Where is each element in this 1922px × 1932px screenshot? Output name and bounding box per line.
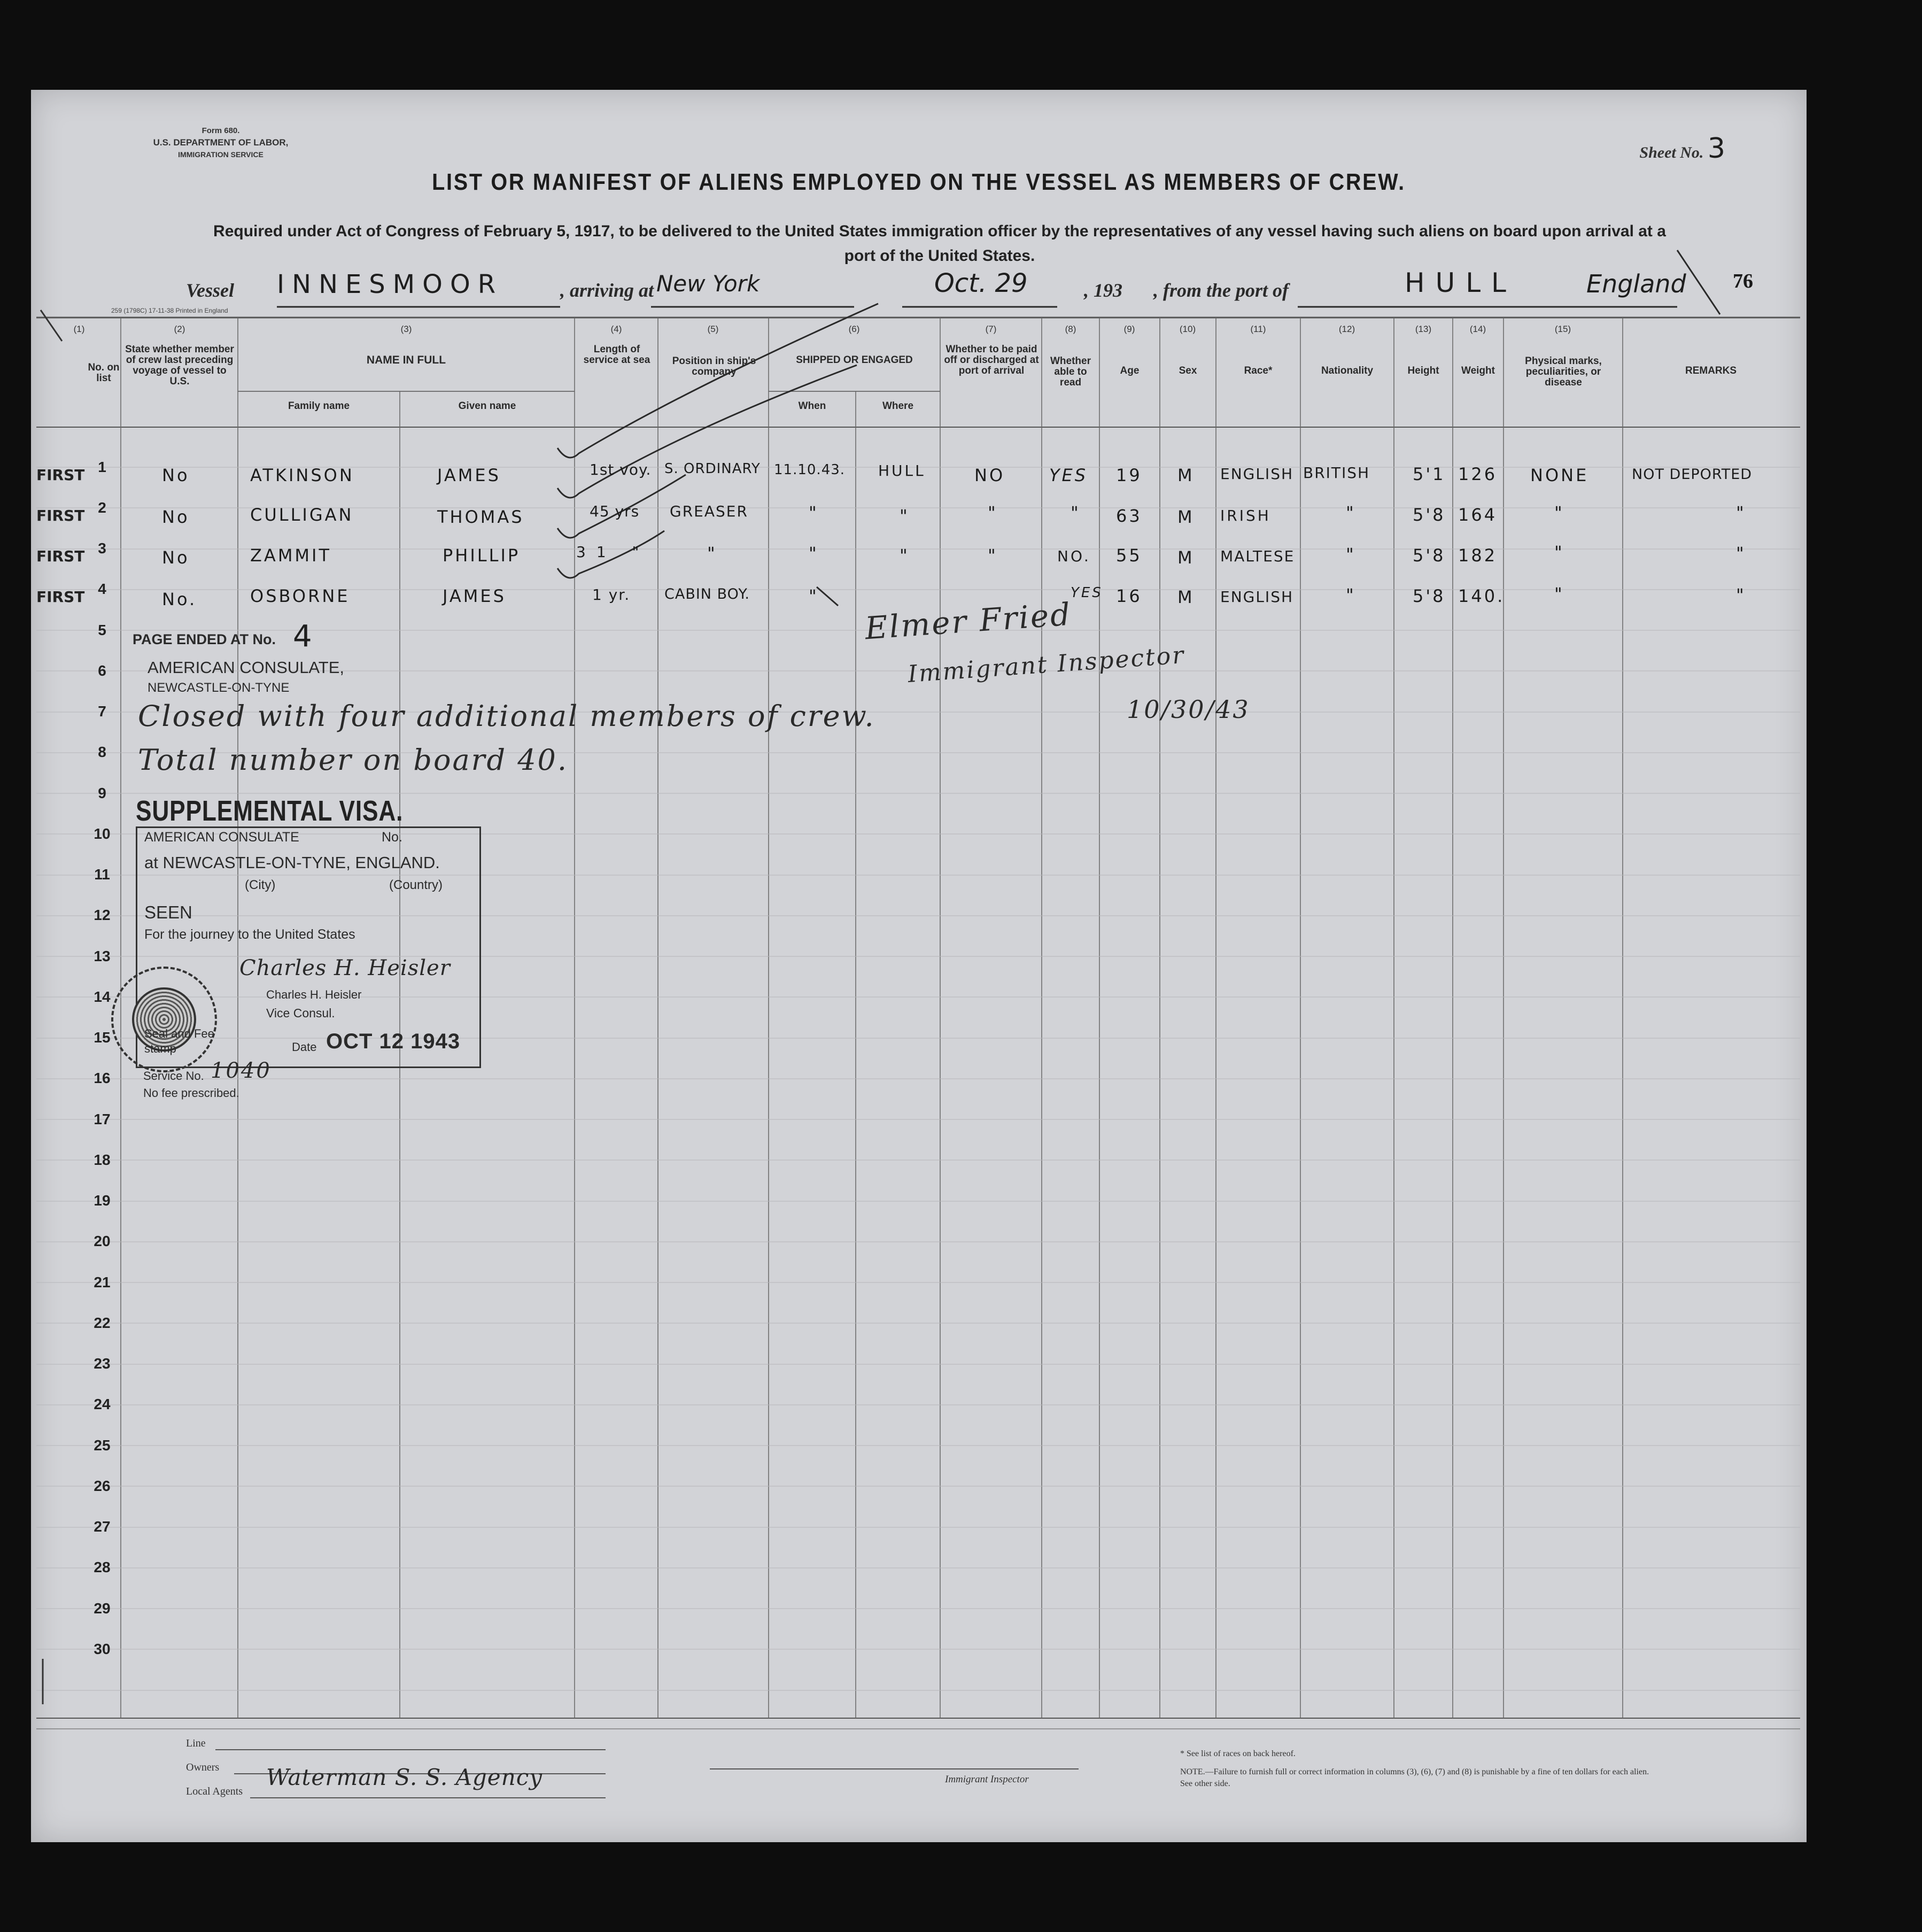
service-name: IMMIGRATION SERVICE — [178, 150, 264, 159]
cell-sex: M — [1177, 587, 1195, 607]
cell-service: 1st voy. — [590, 461, 652, 478]
cell-weight: 126 — [1458, 464, 1498, 484]
visa-seal-label: Seal and Fee stamp — [144, 1027, 214, 1055]
agents-field — [250, 1797, 606, 1798]
row-number: 2 — [98, 499, 106, 516]
cell-service: 1 yr. — [592, 586, 631, 604]
cell-nationality: " — [1346, 544, 1356, 565]
header-age: Age — [1120, 365, 1140, 376]
row-number: 3 — [98, 540, 106, 557]
row-number: 9 — [98, 785, 106, 801]
manifest-sheet — [31, 90, 1807, 1842]
header-able-to-read: Whether able to read — [1050, 356, 1091, 388]
column-number: (10) — [1179, 324, 1196, 334]
column-number: (11) — [1250, 324, 1266, 334]
inspector-label: Immigrant Inspector — [945, 1774, 1029, 1785]
visa-consulate: AMERICAN CONSULATE — [144, 830, 299, 845]
row-number: 25 — [94, 1437, 111, 1454]
header-physical-marks: Physical marks, peculiarities, or disease — [1525, 356, 1602, 388]
row-number: 10 — [94, 825, 111, 842]
cell-nationality: BRITISH — [1303, 464, 1370, 482]
column-number: (15) — [1554, 324, 1571, 334]
visa-service-number: 1040 — [211, 1058, 272, 1083]
cell-when: " — [809, 586, 819, 606]
cell-remarks: NOT DEPORTED — [1632, 466, 1753, 483]
header-where: Where — [882, 400, 914, 412]
header-no-on-list: No. on list — [88, 362, 120, 384]
header-race: Race* — [1244, 365, 1273, 376]
cell-age: 55 — [1116, 545, 1142, 566]
page-ended-label: PAGE ENDED AT No. — [133, 631, 276, 647]
column-number: (14) — [1469, 324, 1486, 334]
vessel-label: Vessel — [186, 280, 234, 301]
cell-where: " — [900, 506, 910, 526]
visa-number-label: No. — [382, 830, 402, 845]
cell-where: " — [900, 545, 910, 566]
row-number: 16 — [94, 1070, 111, 1086]
row-number: 5 — [98, 622, 106, 638]
cell-position: S. ORDINARY — [664, 461, 761, 477]
column-number: (13) — [1415, 324, 1432, 334]
cell-last-voyage: No. — [162, 589, 197, 609]
row-number: 18 — [94, 1152, 111, 1168]
cell-remarks: " — [1736, 543, 1746, 563]
document-number: 76 — [1733, 270, 1753, 292]
cell-able-to-read: YES — [1049, 465, 1088, 485]
row-number: 15 — [94, 1029, 111, 1046]
cell-nationality: " — [1346, 503, 1356, 523]
header-name-in-full: NAME IN FULL — [366, 354, 446, 366]
department-name: U.S. DEPARTMENT OF LABOR, — [153, 137, 289, 148]
header-sex: Sex — [1179, 365, 1197, 376]
line-label: Line — [186, 1737, 206, 1749]
consulate-city: NEWCASTLE-ON-TYNE — [148, 681, 290, 695]
margin-note: FIRST — [36, 588, 85, 606]
sheet-number-label: Sheet No. — [1639, 144, 1704, 161]
cell-weight: 140. — [1458, 586, 1505, 606]
header-length-of-service: Length of service at sea — [583, 344, 650, 366]
cell-when: 11.10.43. — [774, 462, 846, 478]
cell-age: 63 — [1116, 506, 1142, 526]
cell-sex: M — [1177, 507, 1195, 527]
port-label: , from the port of — [1153, 280, 1289, 301]
cell-height: 5'8 — [1413, 586, 1446, 606]
row-number: 20 — [94, 1233, 111, 1249]
owners-label: Owners — [186, 1761, 220, 1773]
row-number: 26 — [94, 1478, 111, 1494]
cell-service: 31 " — [576, 543, 650, 561]
column-number: (3) — [400, 324, 412, 334]
cell-weight: 182 — [1458, 545, 1498, 566]
cell-given-name: PHILLIP — [443, 545, 521, 566]
inspector-signature-title: Immigrant Inspector — [906, 641, 1186, 689]
cell-age: 19 — [1116, 465, 1142, 485]
local-agents-value: Waterman S. S. Agency — [266, 1764, 542, 1790]
cell-physical-marks: " — [1554, 542, 1564, 562]
column-number: (1) — [73, 324, 85, 334]
header-height: Height — [1407, 365, 1439, 376]
row-number: 29 — [94, 1600, 111, 1617]
cell-family-name: CULLIGAN — [250, 505, 354, 525]
row-number: 28 — [94, 1559, 111, 1575]
cell-when: " — [809, 543, 819, 563]
row-number: 8 — [98, 744, 106, 760]
row-number: 17 — [94, 1111, 111, 1127]
cell-able-to-read: NO. — [1057, 547, 1091, 565]
column-number: (6) — [848, 324, 860, 334]
inspector-field — [710, 1768, 1079, 1769]
vessel-line — [186, 267, 1736, 314]
year-label: , 193 — [1084, 280, 1122, 301]
header-weight: Weight — [1461, 365, 1495, 376]
header-when: When — [798, 400, 826, 412]
consulate-name: AMERICAN CONSULATE, — [148, 658, 345, 677]
closing-note: Closed with four additional members of crew. — [138, 699, 875, 733]
cell-physical-marks: NONE — [1530, 465, 1589, 485]
column-number: (2) — [174, 324, 185, 334]
form-number: Form 680. — [201, 126, 240, 135]
inspector-signature-name: Elmer Fried — [864, 596, 1073, 647]
cell-weight: 164 — [1458, 505, 1498, 525]
visa-city-label: (City) — [245, 878, 276, 892]
row-number: 1 — [98, 459, 106, 475]
visa-officer-name: Charles H. Heisler — [266, 988, 362, 1001]
cell-remarks: " — [1736, 503, 1746, 523]
consulate-seal — [111, 967, 217, 1072]
row-number: 22 — [94, 1315, 111, 1331]
visa-fee-label: No fee prescribed. — [143, 1086, 239, 1100]
cell-remarks: " — [1736, 585, 1746, 605]
cell-able-to-read: YES — [1071, 585, 1103, 601]
header-given-name: Given name — [458, 400, 516, 412]
vessel-name: INNESMOOR — [277, 269, 503, 299]
visa-service-label: Service No. — [143, 1069, 204, 1083]
closing-date: 10/30/43 — [1127, 695, 1250, 724]
row-number: 24 — [94, 1396, 111, 1412]
races-note: * See list of races on back hereof. — [1180, 1749, 1296, 1758]
column-number: (7) — [985, 324, 997, 334]
header-paid-off: Whether to be paid off or discharged at port of arrival — [944, 344, 1039, 376]
arriving-label: , arriving at — [560, 280, 654, 301]
departure-port: HULL — [1405, 267, 1517, 298]
visa-officer-signature: Charles H. Heisler — [239, 956, 451, 980]
cell-paid-off: " — [988, 503, 998, 523]
header-shipped-engaged: SHIPPED OR ENGAGED — [796, 354, 913, 366]
cell-family-name: OSBORNE — [250, 586, 350, 606]
row-number: 13 — [94, 948, 111, 964]
line-field — [215, 1749, 606, 1750]
penalty-note: NOTE.—Failure to furnish full or correct information in columns (3), (6), (7) and (8) is punishable by a fine of ten dollars for each alien. See other side. — [1180, 1767, 1649, 1788]
cell-given-name: JAMES — [443, 586, 506, 606]
visa-seen: SEEN — [144, 902, 192, 922]
row-number: 23 — [94, 1355, 111, 1372]
visa-stamp-title: SUPPLEMENTAL VISA. — [136, 795, 404, 827]
visa-journey: For the journey to the United States — [144, 927, 355, 942]
cell-paid-off: " — [988, 545, 998, 566]
cell-age: 16 — [1116, 586, 1142, 606]
sheet-number-value: 3 — [1707, 133, 1726, 165]
cell-able-to-read: " — [1071, 503, 1081, 523]
page-ended-value: 4 — [293, 619, 312, 654]
column-number: (8) — [1065, 324, 1076, 334]
row-number: 27 — [94, 1518, 111, 1535]
cell-paid-off: NO — [974, 465, 1005, 485]
cell-race: ENGLISH — [1220, 588, 1294, 606]
row-number: 7 — [98, 703, 106, 720]
column-number: (4) — [610, 324, 622, 334]
row-number: 19 — [94, 1192, 111, 1209]
cell-sex: M — [1177, 547, 1195, 568]
margin-note: FIRST — [36, 466, 85, 484]
header-position: Position in ship's company — [672, 356, 756, 377]
cell-physical-marks: " — [1554, 503, 1564, 523]
header-remarks: REMARKS — [1685, 365, 1737, 376]
row-number: 21 — [94, 1274, 111, 1290]
cell-sex: M — [1177, 465, 1195, 485]
print-code: 259 (1798C) 17-11-38 Printed in England — [111, 307, 228, 314]
header-nationality: Nationality — [1321, 365, 1374, 376]
sheet-number — [1639, 133, 1726, 165]
cell-height: 5'8 — [1413, 505, 1446, 525]
row-number: 14 — [94, 988, 111, 1005]
cell-given-name: THOMAS — [437, 507, 524, 527]
column-number: (9) — [1123, 324, 1135, 334]
agents-label: Local Agents — [186, 1786, 243, 1797]
margin-note: FIRST — [36, 507, 85, 524]
visa-date: OCT 12 1943 — [326, 1030, 461, 1053]
cell-given-name: JAMES — [437, 465, 501, 485]
margin-note: FIRST — [36, 547, 85, 565]
arrival-port: New York — [656, 271, 760, 297]
visa-country-label: (Country) — [389, 878, 443, 892]
row-number: 30 — [94, 1641, 111, 1657]
header-family-name: Family name — [288, 400, 350, 412]
visa-officer-title: Vice Consul. — [266, 1006, 335, 1020]
cell-physical-marks: " — [1554, 584, 1564, 604]
cell-last-voyage: No — [162, 547, 190, 568]
total-crew-note: Total number on board 40. — [138, 743, 569, 777]
column-number: (12) — [1338, 324, 1355, 334]
cell-height: 5'8 — [1413, 545, 1446, 566]
cell-position: CABIN BOY. — [664, 586, 750, 602]
cell-last-voyage: No — [162, 465, 190, 485]
cell-where: HULL — [878, 462, 926, 480]
cell-last-voyage: No — [162, 507, 190, 527]
cell-position: " — [707, 543, 717, 563]
arrival-date: Oct. 29 — [934, 268, 1028, 298]
cell-service: 45 yrs — [590, 503, 640, 520]
cell-race: IRISH — [1220, 507, 1271, 524]
header-last-voyage: State whether member of crew last preceding voyage of vessel to U.S. — [125, 344, 234, 387]
cell-when: " — [809, 503, 819, 523]
cell-nationality: " — [1346, 585, 1356, 605]
row-number: 4 — [98, 581, 106, 597]
cell-race: ENGLISH — [1220, 465, 1294, 483]
departure-country: England — [1586, 269, 1686, 298]
form-header — [122, 125, 320, 160]
visa-date-label: Date — [292, 1040, 317, 1054]
cell-position: GREASER — [670, 503, 748, 520]
row-number: 11 — [94, 866, 110, 883]
page-title: LIST OR MANIFEST OF ALIENS EMPLOYED ON THE VESSEL AS MEMBERS OF CREW. — [432, 169, 1406, 195]
page-subtitle: Required under Act of Congress of February 5, 1917, to be delivered to the United States immigration officer by the representatives of any vessel having such aliens on board upon arrival at a port of the United States. — [213, 222, 1666, 265]
column-number: (5) — [707, 324, 719, 334]
cell-height: 5'1 — [1413, 464, 1446, 484]
cell-family-name: ZAMMIT — [250, 545, 332, 566]
row-number: 12 — [94, 907, 111, 923]
cell-family-name: ATKINSON — [250, 465, 354, 485]
cell-race: MALTESE — [1220, 547, 1295, 565]
visa-location: at NEWCASTLE-ON-TYNE, ENGLAND. — [144, 853, 440, 872]
row-number: 6 — [98, 662, 106, 679]
